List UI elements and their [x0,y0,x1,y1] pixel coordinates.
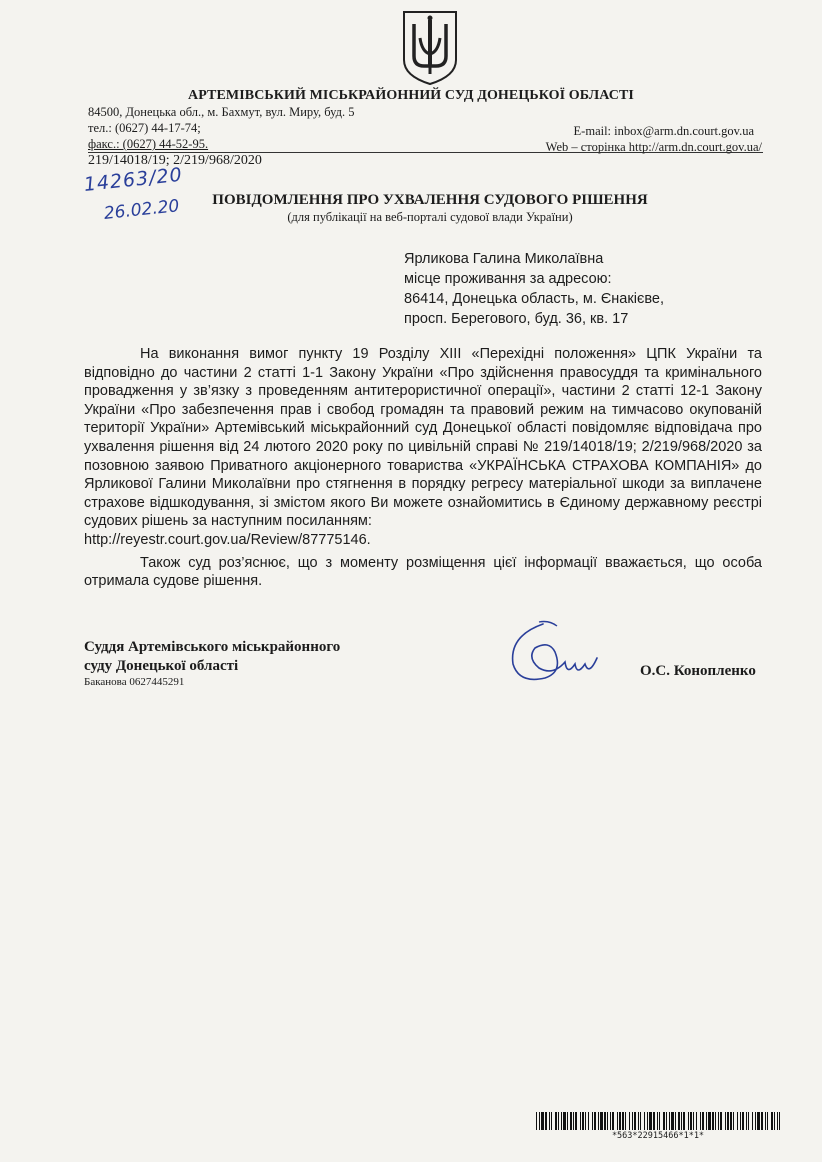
barcode-bar [725,1112,726,1130]
body-paragraph-clarification: Також суд роз’яснює, що з моменту розміщення цієї інформації вважається, що особа отримала судове рішення. [84,554,762,590]
barcode-bar [683,1112,685,1130]
barcode-bar [727,1112,729,1130]
barcode-bar [580,1112,581,1130]
barcode-bar [647,1112,648,1130]
barcode-bar [765,1112,766,1130]
barcode-bar [555,1112,557,1130]
case-numbers: 219/14018/19; 2/219/968/2020 [88,153,262,168]
barcode-bar [558,1112,559,1130]
barcode-bar [561,1112,562,1130]
recipient-address-street: просп. Берегового, буд. 36, кв. 17 [404,311,629,327]
barcode-bar [551,1112,552,1130]
barcode-bar [594,1112,596,1130]
barcode-bar [757,1112,760,1130]
barcode-bar [700,1112,701,1130]
handwritten-registration-number: 14263/20 [82,163,184,196]
recipient-address-city: 86414, Донецька область, м. Єнакієве, [404,291,664,307]
barcode-bar [617,1112,618,1130]
barcode-bar [649,1112,652,1130]
barcode-bar [659,1112,660,1130]
barcode-bar [702,1112,704,1130]
barcode-bar [737,1112,738,1130]
barcode-bar [539,1112,540,1130]
recipient-block [404,249,664,329]
barcode-bar [567,1112,568,1130]
barcode-bar [690,1112,692,1130]
court-name: АРТЕМІВСЬКИЙ МІСЬКРАЙОННИЙ СУД ДОНЕЦЬКОЇ ОБЛАСТІ [188,88,634,103]
body-paragraph: На виконання вимог пункту 19 Розділу XIII «Перехідні положення» ЦПК України та відповідно до частини 2 статті 1-1 Закону України «Про здійснення правосуддя та кримінального провадження у зв’язку з проведенням антитерористичної операції», частини 2 статті 12-1 Закону України «Про забезпечення прав і свобод громадян та правовий режим на тимчасово окупованій території України» Артемівський міськрайонний суд Донецької області повідомляє відповідача про ухвалення рішення від 24 лютого 2020 року по цивільній справі № 219/14018/19; 2/219/968/2020 за позовною заявою Приватного акціонерного товариства «УКРАЇНСЬКА СТРАХОВА КОМПАНІЯ» до Ярликової Галини Миколаївни про стягнення в порядку регресу матеріальної шкоди за виплачене страхове відшкодування, зі змістом якого Ви можете ознайомитись в Єдиному державному реєстрі судових рішень за наступним посиланням: [84,346,762,530]
barcode-bar [563,1112,566,1130]
barcode-bar [592,1112,593,1130]
barcode-bar [708,1112,711,1130]
barcode-bar [629,1112,630,1130]
barcode-bar [774,1112,775,1130]
court-address: 84500, Донецька обл., м. Бахмут, вул. Миру, буд. 5 [88,105,355,119]
barcode-bar [612,1112,614,1130]
barcode-bar [767,1112,768,1130]
barcode-bar [671,1112,674,1130]
barcode-bar [720,1112,722,1130]
barcode-bar [779,1112,780,1130]
barcode-bar [712,1112,714,1130]
barcode-bar [755,1112,756,1130]
notice-subtitle: (для публікації на веб-порталі судової влади України) [287,210,573,224]
court-fax: факс.: (0627) 44-52-95. [88,137,209,151]
barcode-bar [675,1112,676,1130]
barcode-bar [706,1112,707,1130]
coat-of-arms-icon [400,8,460,86]
barcode-bar [638,1112,639,1130]
barcode-bar [610,1112,611,1130]
barcode-bar [600,1112,603,1130]
barcode-bar [640,1112,641,1130]
barcode [536,1112,780,1130]
barcode-bar [570,1112,572,1130]
barcode-bar [718,1112,719,1130]
judge-position [84,638,340,676]
barcode-bar [742,1112,744,1130]
barcode-bar [733,1112,734,1130]
barcode-bar [666,1112,667,1130]
barcode-bar [607,1112,608,1130]
barcode-bar [625,1112,626,1130]
handwritten-registration-date: 26.02.20 [102,196,181,224]
barcode-bar [777,1112,778,1130]
barcode-bar [536,1112,537,1130]
barcode-bar [653,1112,655,1130]
judge-position-line1: Суддя Артемівського міськрайонного [84,639,341,655]
barcode-bar [696,1112,697,1130]
barcode-bar [604,1112,606,1130]
barcode-bar [622,1112,624,1130]
barcode-bar [588,1112,589,1130]
recipient-address-label: місце проживання за адресою: [404,271,612,287]
court-phone: тел.: (0627) 44-17-74; [88,121,201,135]
barcode-bar [669,1112,670,1130]
barcode-bar [598,1112,599,1130]
barcode-bar [752,1112,753,1130]
barcode-bar [681,1112,682,1130]
barcode-bar [663,1112,665,1130]
court-website: Web – сторінка http://arm.dn.court.gov.ua/ [545,140,762,154]
barcode-bar [746,1112,747,1130]
barcode-bar [575,1112,577,1130]
notice-title: ПОВІДОМЛЕННЯ ПРО УХВАЛЕННЯ СУДОВОГО РІШЕННЯ [212,192,648,208]
barcode-bar [632,1112,633,1130]
registry-link: http://reyestr.court.gov.ua/Review/87775146. [84,531,371,548]
barcode-bar [619,1112,621,1130]
barcode-bar [693,1112,694,1130]
barcode-bar [740,1112,741,1130]
barcode-bar [582,1112,584,1130]
barcode-bar [545,1112,547,1130]
barcode-bar [585,1112,586,1130]
barcode-bar [657,1112,658,1130]
barcode-bar [634,1112,636,1130]
judge-name: О.С. Конопленко [640,663,756,679]
recipient-name: Ярликова Галина Миколаївна [404,251,604,267]
barcode-text: *563*22915466*1*1* [611,1131,705,1141]
barcode-bar [541,1112,544,1130]
barcode-bar [715,1112,716,1130]
barcode-bar [730,1112,732,1130]
barcode-bar [573,1112,574,1130]
barcode-bar [688,1112,689,1130]
barcode-bar [748,1112,749,1130]
court-email: E-mail: inbox@arm.dn.court.gov.ua [573,124,754,138]
barcode-bar [678,1112,680,1130]
barcode-bar [644,1112,645,1130]
notice-body [84,345,762,591]
assistant-contact: Баканова 0627445291 [84,676,185,688]
barcode-bar [549,1112,550,1130]
judge-position-line2: суду Донецької області [84,658,239,674]
barcode-bar [771,1112,773,1130]
handwritten-signature [505,618,605,690]
barcode-bar [761,1112,763,1130]
